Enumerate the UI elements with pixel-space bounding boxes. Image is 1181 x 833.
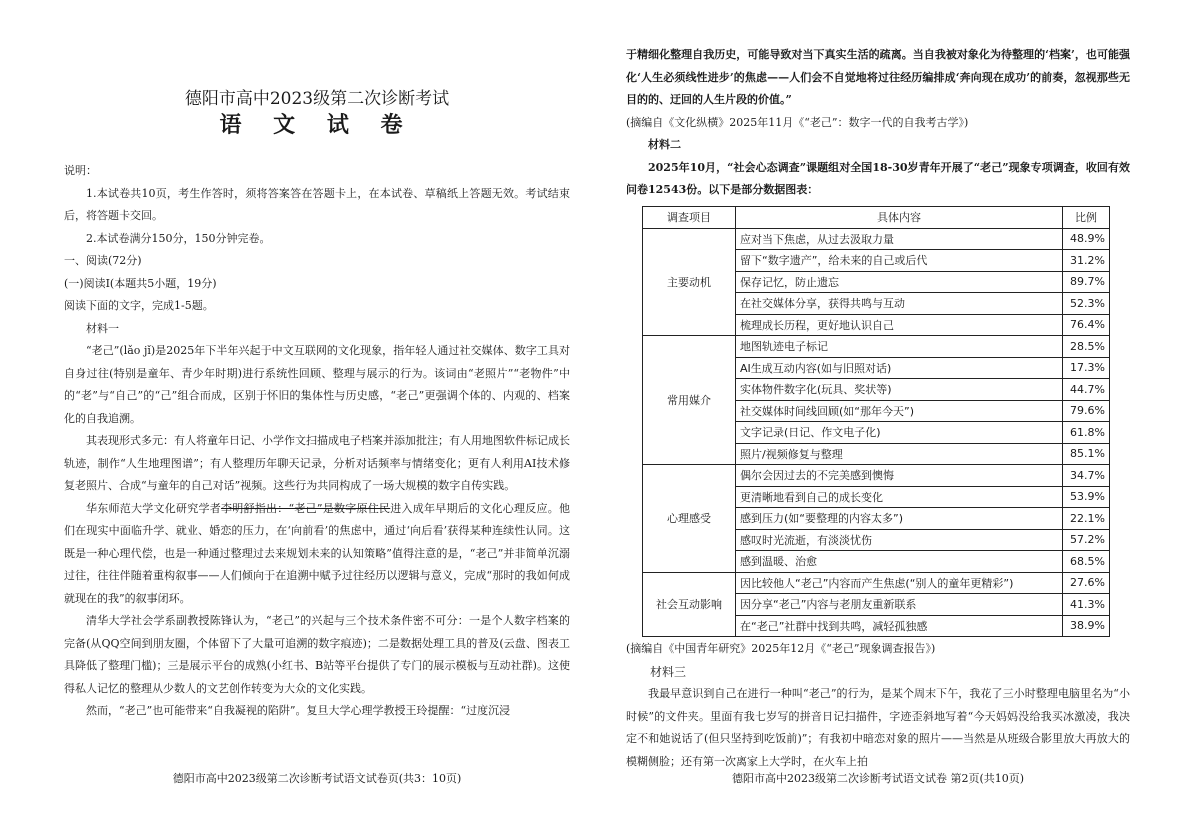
instruction-2: 2.本试卷满分150分，150分钟完卷。 <box>86 231 271 245</box>
survey-table <box>642 206 1110 637</box>
material-2-label: 材料二 <box>648 138 681 151</box>
pct-cell: 41.3% <box>1063 594 1110 616</box>
pct-cell: 31.2% <box>1063 250 1110 272</box>
para-3-part-c: 过往，往往伴随着重构叙事——人们倾向于在追溯中赋予过往经历以逻辑与意义，完成“那时的我如何成就现在的我”的叙事闭环。 <box>64 569 570 605</box>
para-continued: 于精细化整理自我历史，可能导致对当下真实生活的疏离。当自我被对象化为待整理的‘档案’，也可能强化‘人生必须线性进步’的焦虑——人们会不自觉地将过往经历编排成‘奔向现在成功’的前奏，忽视那些无目的的、迂回的人生片段的价值。” <box>626 48 1130 106</box>
exam-title: 德阳市高中2023级第二次诊断考试 <box>184 89 450 109</box>
pct-cell: 57.2% <box>1063 529 1110 551</box>
pct-cell: 22.1% <box>1063 508 1110 530</box>
subsection-heading: (一)阅读Ⅰ(本题共5小题，19分) <box>64 276 217 290</box>
para-3-part-b: 进入成年早期后的文化心理反应。他们在现实中面临升学、就业、婚恋的压力，在‘向前看’的焦虑中，通过‘向后看’获得某种连续性认同。这既是一种心理代偿，也是一种通过整理过去来规划未来的认知策略”值得注意的是，“老己”并非简单沉溺 <box>64 501 570 560</box>
pct-cell: 28.5% <box>1063 336 1110 358</box>
item-cell: 实体物件数字化(玩具、奖状等) <box>736 379 1063 401</box>
section-heading: 一、阅读(72分) <box>64 254 142 267</box>
header-category: 调查项目 <box>643 207 736 229</box>
pct-cell: 61.8% <box>1063 422 1110 444</box>
right-page-footer: 德阳市高中2023级第二次诊断考试语文试卷 第2页(共10页) <box>731 772 1025 785</box>
material-3-text: 我最早意识到自己在进行一种叫“老己”的行为，是某个周末下午，我花了三小时整理电脑里名为“小时候”的文件夹。里面有我七岁写的拼音日记扫描件，字迹歪斜地写着“今天妈妈没给我买冰激凌，我决定不和她说话了(但只坚持到吃饭前)”；有我初中暗恋对象的照片——当然是从班级合影里放大再放大的模糊侧脸；还有第一次离家上大学时，在火车上拍 <box>626 687 1130 768</box>
pct-cell: 79.6% <box>1063 400 1110 422</box>
item-cell: 感叹时光流逝，有淡淡忧伤 <box>736 529 1063 551</box>
table-row <box>643 465 1110 487</box>
item-cell: 更清晰地看到自己的成长变化 <box>736 486 1063 508</box>
material-1-para-2: 其表现形式多元：有人将童年日记、小学作文扫描成电子档案并添加批注；有人用地图软件标记成长轨迹，制作“人生地理图谱”；有人整理历年聊天记录，分析对话频率与情绪变化；更有人利用AI技术修复老照片、合成“与童年的自己对话”视频。这些行为共同构成了一场大规模的数字自传实践。 <box>64 434 570 492</box>
item-cell: 因分享“老己”内容与老朋友重新联系 <box>736 594 1063 616</box>
pct-cell: 38.9% <box>1063 615 1110 637</box>
item-cell: 偶尔会因过去的不完美感到懊悔 <box>736 465 1063 487</box>
category-cell: 心理感受 <box>643 465 736 573</box>
material-1-para-5: 然而，“老己”也可能带来“自我凝视的陷阱”。复旦大学心理学教授王玲提醒：“过度沉浸 <box>86 704 511 717</box>
material-1-label: 材料一 <box>86 321 119 335</box>
source-2: (摘编自《中国青年研究》2025年12月《“老己”现象调查报告》) <box>626 642 936 655</box>
survey-table-body <box>643 228 1110 637</box>
item-cell: 地图轨迹电子标记 <box>736 336 1063 358</box>
pct-cell: 85.1% <box>1063 443 1110 465</box>
pct-cell: 44.7% <box>1063 379 1110 401</box>
pct-cell: 17.3% <box>1063 357 1110 379</box>
item-cell: 在社交媒体分享，获得共鸣与互动 <box>736 293 1063 315</box>
item-cell: 社交媒体时间线回顾(如“那年今天”) <box>736 400 1063 422</box>
material-2-intro: 2025年10月，“社会心态调查”课题组对全国18-30岁青年开展了“老己”现象专项调查，收回有效问卷12543份。以下是部分数据图表： <box>626 160 1130 196</box>
material-3-block <box>626 638 1130 773</box>
material-1-continued <box>626 44 1130 202</box>
item-cell: 因比较他人“老己”内容而产生焦虑(“别人的童年更精彩”) <box>736 572 1063 594</box>
pct-cell: 27.6% <box>1063 572 1110 594</box>
pct-cell: 52.3% <box>1063 293 1110 315</box>
item-cell: 文字记录(日记、作文电子化) <box>736 422 1063 444</box>
item-cell: 留下“数字遗产”，给未来的自己或后代 <box>736 250 1063 272</box>
table-header-row <box>643 207 1110 229</box>
material-3-label: 材料三 <box>650 664 687 679</box>
instructions-heading: 说明： <box>64 164 97 177</box>
item-cell: 感到压力(如“要整理的内容太多”) <box>736 508 1063 530</box>
header-item: 具体内容 <box>736 207 1063 229</box>
pct-cell: 68.5% <box>1063 551 1110 573</box>
table-row <box>643 572 1110 594</box>
pct-cell: 48.9% <box>1063 228 1110 250</box>
item-cell: 在“老己”社群中找到共鸣，减轻孤独感 <box>736 615 1063 637</box>
material-1-para-3 <box>64 498 570 611</box>
header-pct: 比例 <box>1063 207 1110 229</box>
struck-text-b: “老己”是数字原住民 <box>288 501 391 515</box>
category-cell: 社会互动影响 <box>643 572 736 637</box>
material-1-para-1: “老己”(lǎo jǐ)是2025年下半年兴起于中文互联网的文化现象，指年轻人通过社交媒体、数字工具对自身过往(特别是童年、青少年时期)进行系统性回顾、整理与展示的行为。该词由“老照片”“老物件”中的“老”与“自己”的“己”组合而成，区别于怀旧的集体性与历史感，“老己”更强调个体的、内观的、档案化的自我追溯。 <box>64 344 570 425</box>
pct-cell: 76.4% <box>1063 314 1110 336</box>
item-cell: 照片/视频修复与整理 <box>736 443 1063 465</box>
item-cell: 感到温暖、治愈 <box>736 551 1063 573</box>
source-1: (摘编自《文化纵横》2025年11月《“老己”：数字一代的自我考古学》) <box>626 115 969 129</box>
table-row <box>643 336 1110 358</box>
left-page-footer: 德阳市高中2023级第二次诊断考试语文试卷页(共3：10页) <box>172 772 462 785</box>
item-cell: AI生成互动内容(如与旧照对话) <box>736 357 1063 379</box>
pct-cell: 53.9% <box>1063 486 1110 508</box>
paper-title: 语 文 试 卷 <box>219 112 415 138</box>
material-1-para-4: 清华大学社会学系副教授陈锋认为，“老己”的兴起与三个技术条件密不可分：一是个人数字档案的完备(从QQ空间到朋友圈，个体留下了大量可追溯的数字痕迹)；二是数据处理工具的普及(云盘、图表工具降低了整理门槛)；三是展示平台的成熟(小红书、B站等平台提供了专门的展示模板与互动社群)。这使得私人记忆的整理从少数人的文艺创作转变为大众的文化实践。 <box>64 614 570 695</box>
category-cell: 主要动机 <box>643 228 736 336</box>
category-cell: 常用媒介 <box>643 336 736 465</box>
instruction-1: 1.本试卷共10页，考生作答时，须将答案答在答题卡上，在本试卷、草稿纸上答题无效。考试结束后，将答题卡交回。 <box>64 186 570 222</box>
item-cell: 保存记忆，防止遗忘 <box>736 271 1063 293</box>
pct-cell: 34.7% <box>1063 465 1110 487</box>
item-cell: 应对当下焦虑，从过去汲取力量 <box>736 228 1063 250</box>
para-3-part-a: 华东师范大学文化研究学者 <box>86 501 221 515</box>
instructions-block <box>64 160 570 723</box>
pct-cell: 89.7% <box>1063 271 1110 293</box>
item-cell: 梳理成长历程，更好地认识自己 <box>736 314 1063 336</box>
directions: 阅读下面的文字，完成1-5题。 <box>64 299 214 312</box>
table-row <box>643 228 1110 250</box>
struck-text-a: 李明舒指出： <box>221 501 289 515</box>
